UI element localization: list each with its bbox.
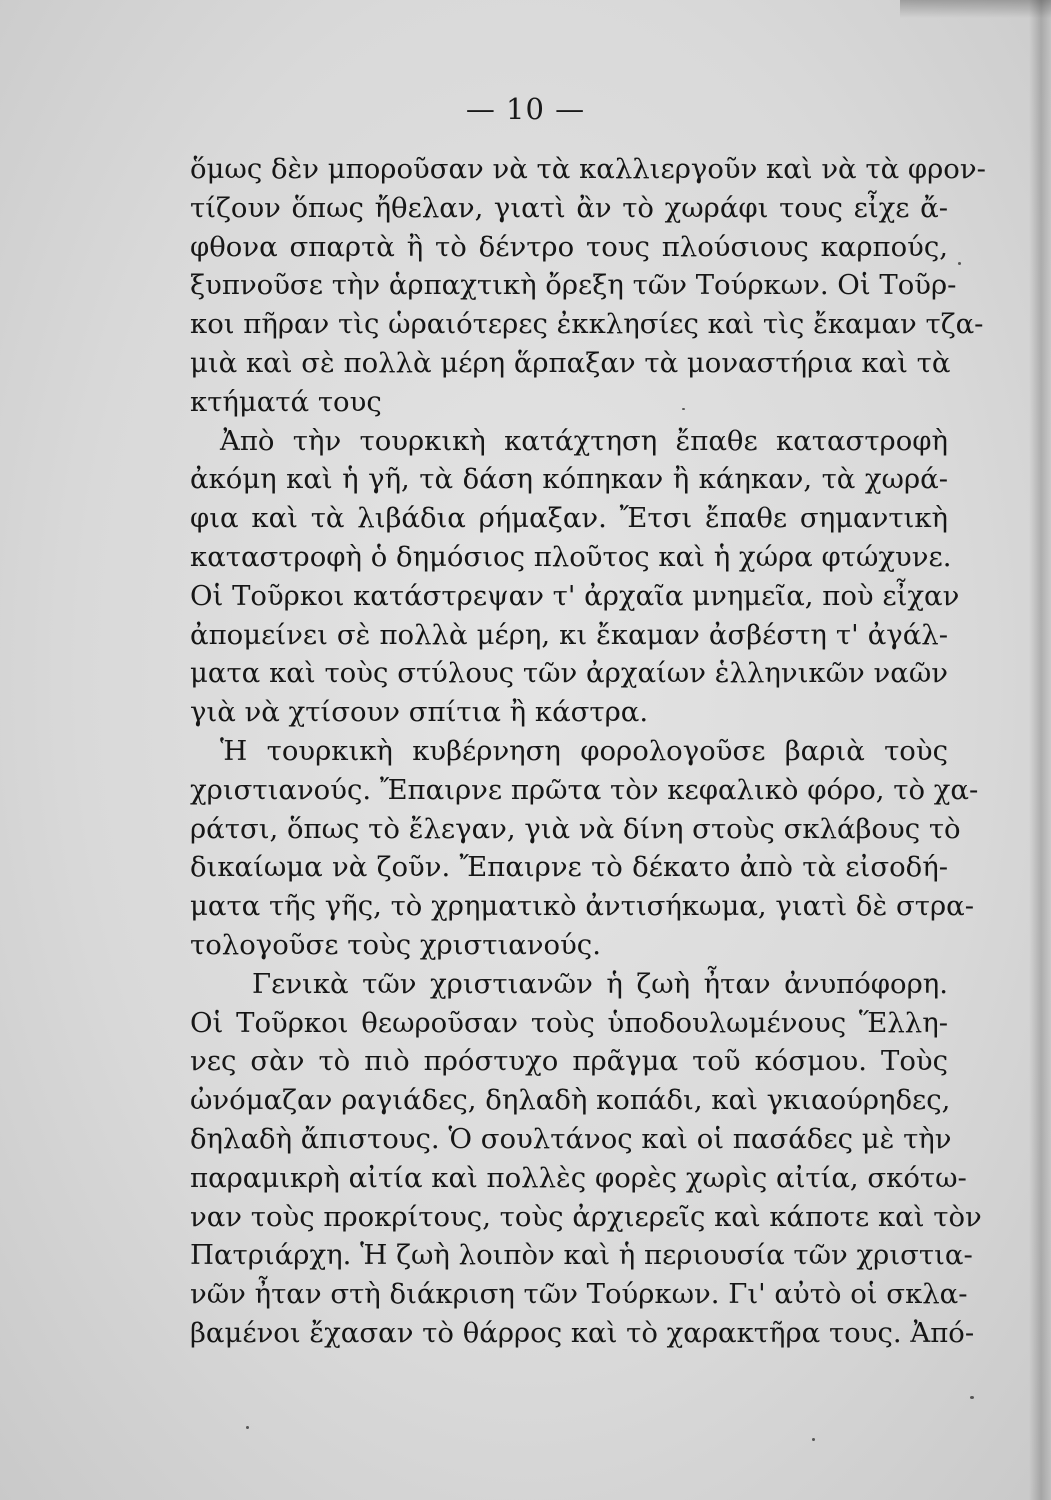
text-line: φια καὶ τὰ λιβάδια ρήμαξαν. Ἔτσι ἔπαθε σημαντικὴ [190,502,948,535]
text-line: χριστιανούς. Ἔπαιρνε πρῶτα τὸν κεφαλικὸ φόρο, τὸ χα- [190,773,979,806]
text-line: ἀπομείνει σὲ πολλὰ μέρη, κι ἔκαμαν ἀσβέστη τ' ἀγάλ- [190,618,948,651]
text-line: νες σὰν τὸ πιὸ πρόστυχο πρᾶγμα τοῦ κόσμου. Τοὺς [190,1045,948,1078]
text-line: ναν τοὺς προκρίτους, τοὺς ἀρχιερεῖς καὶ κάποτε καὶ τὸν [190,1200,982,1233]
text-line: Ἀπὸ τὴν τουρκικὴ κατάχτηση ἔπαθε καταστροφὴ [220,424,948,457]
text-line: ξυπνοῦσε τὴν ἁρπαχτικὴ ὄρεξη τῶν Τούρκων. Οἱ Τοῦρ- [190,269,957,302]
text-line: δικαίωμα νὰ ζοῦν. Ἔπαιρνε τὸ δέκατο ἀπὸ τὰ εἰσοδή- [190,851,948,884]
text-line: ὠνόμαζαν ραγιάδες, δηλαδὴ κοπάδι, καὶ γκιαούρηδες, [190,1084,951,1117]
text-line: ματα καὶ τοὺς στύλους τῶν ἀρχαίων ἑλληνικῶν ναῶν [190,657,948,690]
text-line: Οἱ Τοῦρκοι θεωροῦσαν τοὺς ὑποδουλωμένους Ἕλλη- [190,1006,948,1039]
text-line: ἀκόμη καὶ ἡ γῆ, τὰ δάση κόπηκαν ἢ κάηκαν, τὰ χωρά- [190,463,948,496]
text-line: μιὰ καὶ σὲ πολλὰ μέρη ἅρπαξαν τὰ μοναστήρια καὶ τὰ [190,346,951,379]
body-text [190,150,986,1353]
page-number: — 10 — [465,92,586,126]
text-line: παραμικρὴ αἰτία καὶ πολλὲς φορὲς χωρὶς αἰτία, σκότω- [190,1161,967,1194]
text-line: κοι πῆραν τὶς ὡραιότερες ἐκκλησίες καὶ τὶς ἔκαμαν τζα- [190,308,984,341]
text-line: Ἡ τουρκικὴ κυβέρνηση φορολογοῦσε βαριὰ τοὺς [220,734,948,767]
text-line: δηλαδὴ ἄπιστους. Ὁ σουλτάνος καὶ οἱ πασάδες μὲ τὴν [190,1122,952,1155]
scan-speck [246,1426,249,1429]
scan-speck [958,262,961,265]
text-line: Γενικὰ τῶν χριστιανῶν ἡ ζωὴ ἦταν ἀνυπόφορη. [252,967,948,1000]
text-line: ματα τῆς γῆς, τὸ χρηματικὸ ἀντισήκωμα, γιατὶ δὲ στρα- [190,890,975,923]
text-line: καταστροφὴ ὁ δημόσιος πλοῦτος καὶ ἡ χώρα φτώχυνε. [190,540,952,573]
text-line: τολογοῦσε τοὺς χριστιανούς. [190,928,601,961]
text-line: βαμένοι ἔχασαν τὸ θάρρος καὶ τὸ χαρακτῆρα τους. Ἀπό- [190,1316,975,1349]
text-line: τίζουν ὅπως ἤθελαν, γιατὶ ἂν τὸ χωράφι τους εἶχε ἄ- [190,191,948,224]
text-line: νῶν ἦταν στὴ διάκριση τῶν Τούρκων. Γι' αὐτὸ οἱ σκλα- [190,1278,968,1311]
scan-speck [812,1438,815,1441]
text-line: κτήματά τους [190,385,382,418]
text-line: Οἱ Τοῦρκοι κατάστρεψαν τ' ἀρχαῖα μνημεῖα, ποὺ εἶχαν [190,579,960,612]
scan-speck [682,408,685,410]
text-line: φθονα σπαρτὰ ἢ τὸ δέντρο τους πλούσιους καρπούς, [190,230,948,263]
text-line: Πατριάρχη. Ἡ ζωὴ λοιπὸν καὶ ἡ περιουσία τῶν χριστια- [190,1239,973,1272]
text-line: ὅμως δὲν μποροῦσαν νὰ τὰ καλλιεργοῦν καὶ νὰ τὰ φρον- [190,153,986,185]
scan-speck [970,1396,974,1399]
text-line: γιὰ νὰ χτίσουν σπίτια ἢ κάστρα. [190,696,649,729]
text-line: ράτσι, ὅπως τὸ ἔλεγαν, γιὰ νὰ δίνη στοὺς σκλάβους τὸ [190,812,961,845]
scan-edge-shadow [1029,0,1051,1500]
